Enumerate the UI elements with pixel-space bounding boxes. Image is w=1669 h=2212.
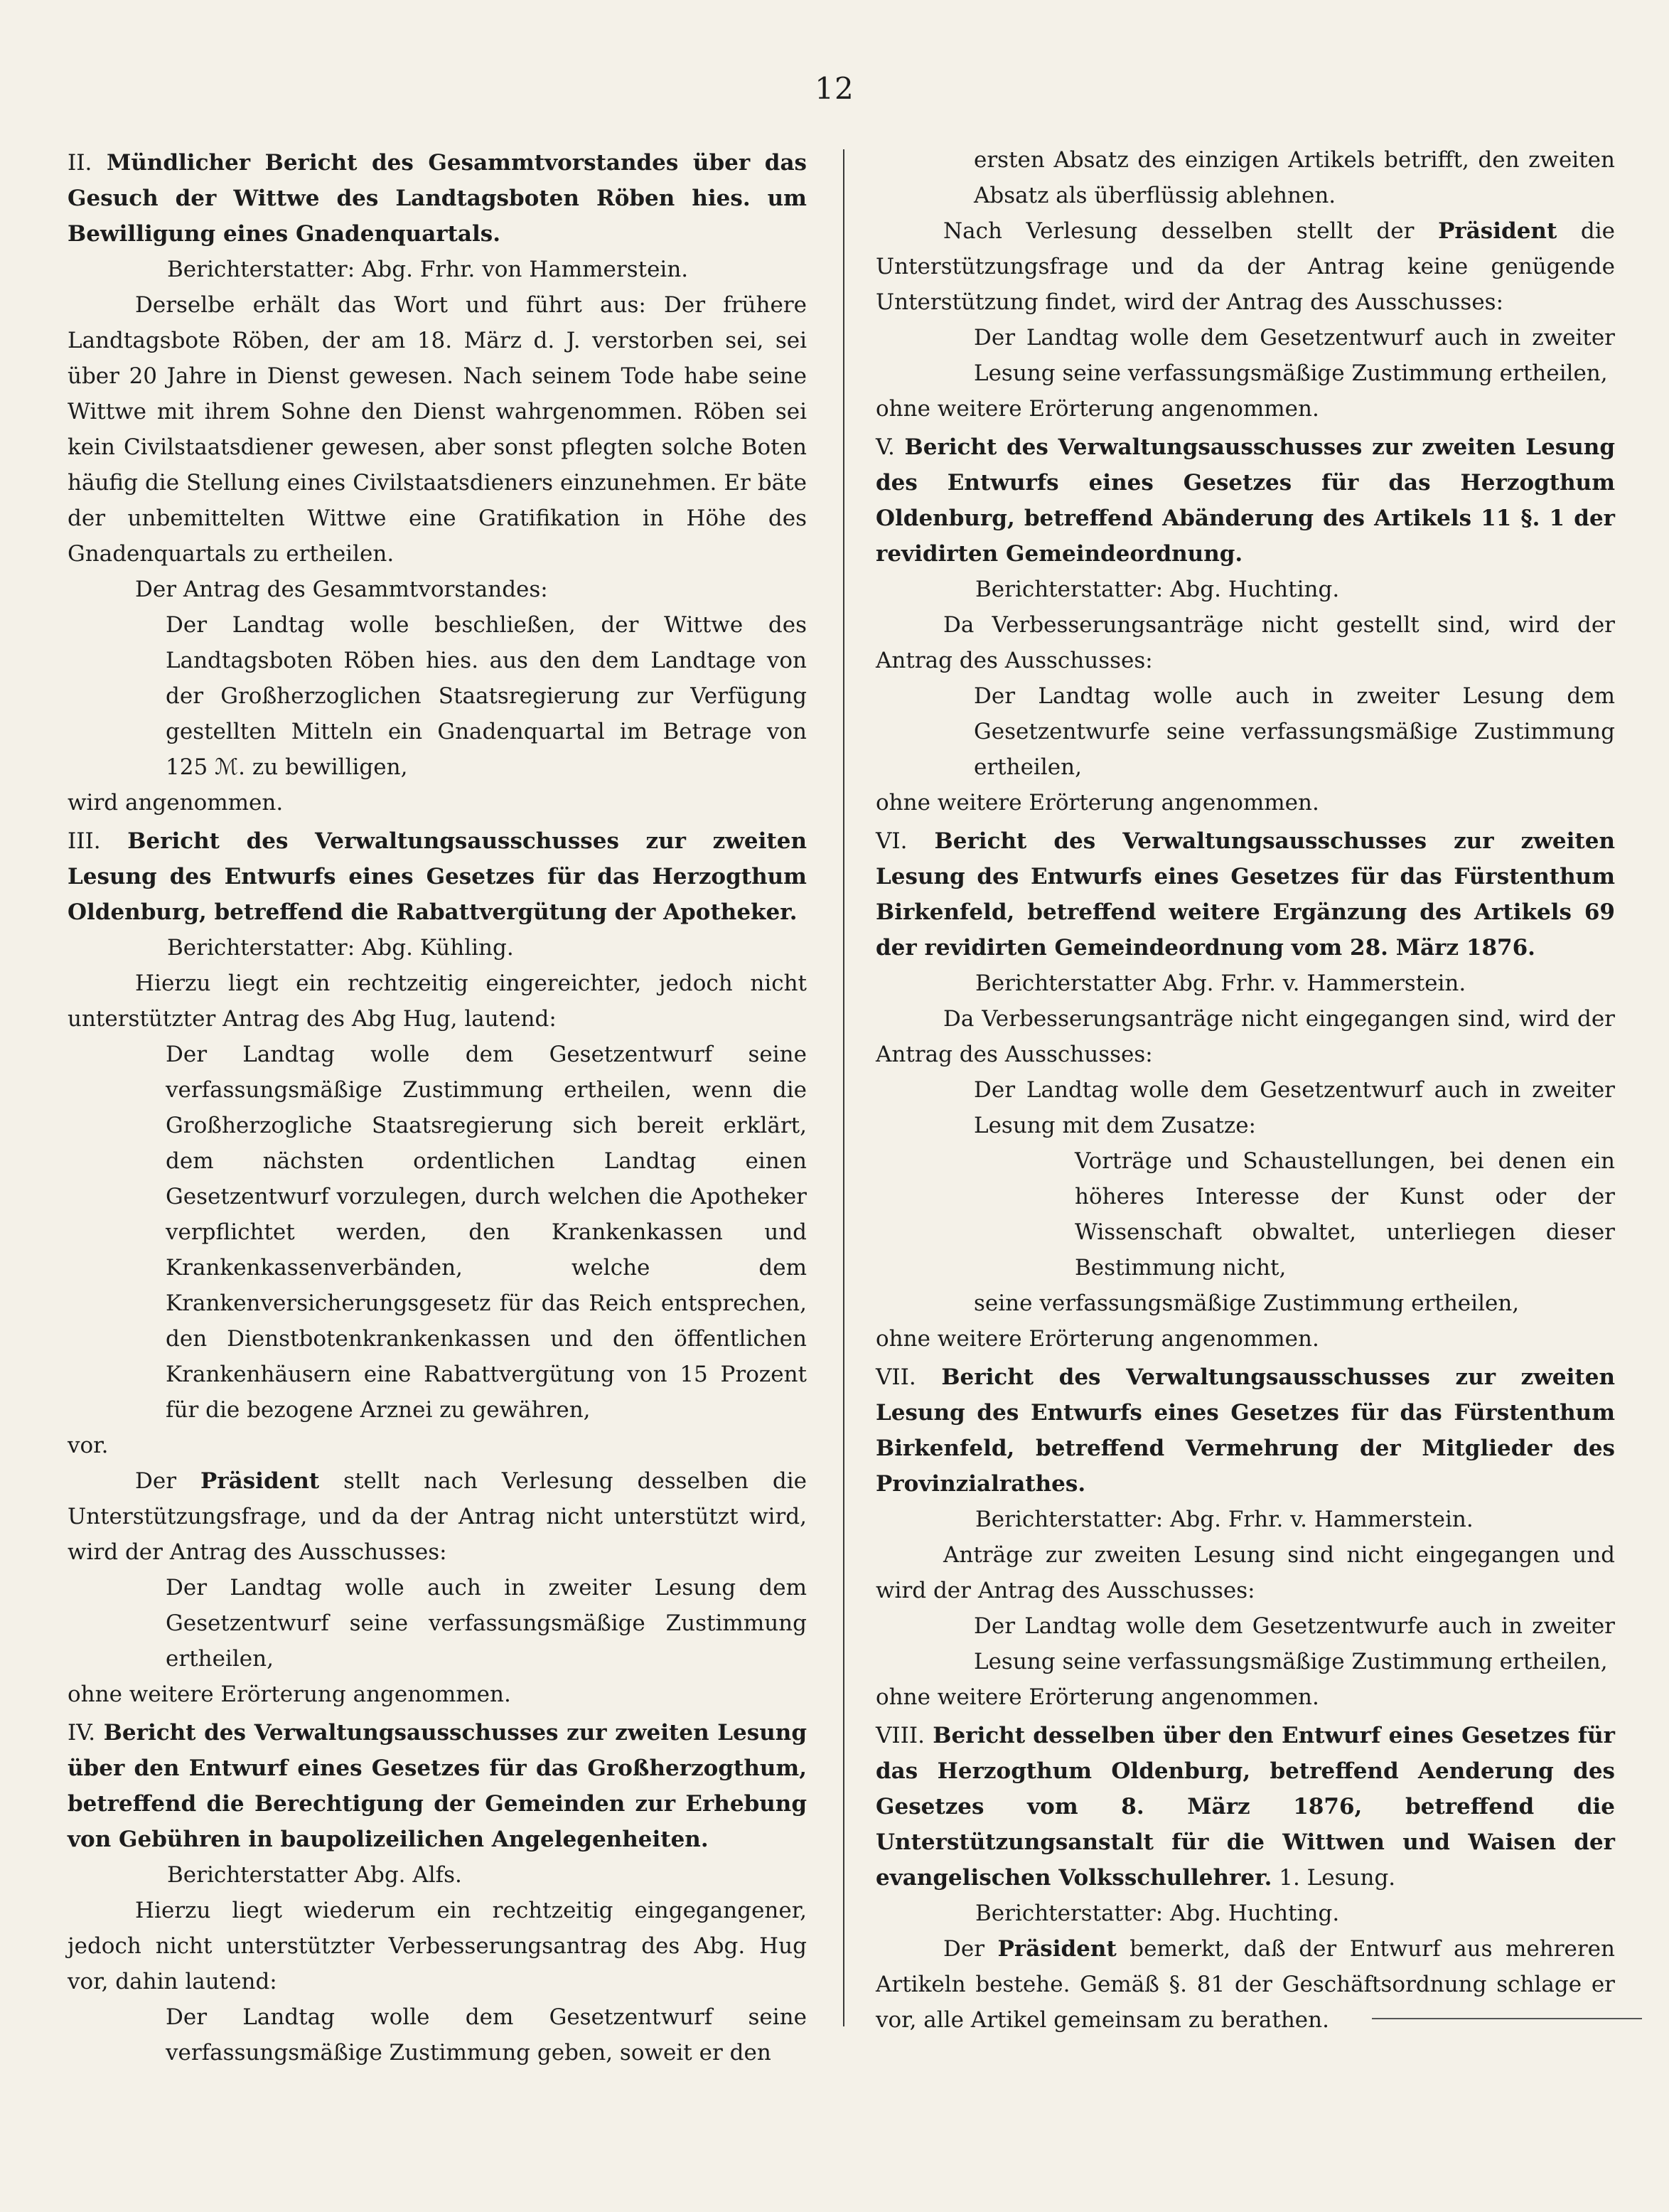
section-4-paragraph-1: Hierzu liegt wiederum ein rechtzeitig eingegangener, jedoch nicht unterstützter Verbesserungsantrag des Abg. Hug vor, dahin lautend: bbox=[68, 1898, 807, 1994]
section-6-number: VI. bbox=[876, 828, 908, 854]
section-4-paragraph-2 bbox=[876, 213, 1615, 320]
left-column bbox=[68, 142, 807, 2071]
text-run: bemerkt, daß der Entwurf aus mehreren Artikeln bestehe. Gemäß §. 81 der Geschäftsordnung schlage er vor, alle Artikel gemeinsam zu berathen. bbox=[876, 1936, 1615, 2033]
section-6-motion-addition: Vorträge und Schaustellungen, bei denen ein höheres Interesse der Kunst oder der Wissenschaft obwaltet, unterliegen dieser Bestimmung nicht, bbox=[1075, 1148, 1615, 1281]
section-2-title: Mündlicher Bericht des Gesammtvorstandes über das Gesuch der Wittwe des Landtagsboten Röben hies. um Bewilligung eines Gnadenquartals. bbox=[68, 150, 807, 247]
section-3-title: Bericht des Verwaltungsausschusses zur zweiten Lesung des Entwurfs eines Gesetzes für das Herzogthum Oldenburg, betreffend die Rabattvergütung der Apotheker. bbox=[68, 828, 807, 925]
text-run: Nach Verlesung desselben stellt der bbox=[943, 218, 1439, 244]
section-7-title: Bericht des Verwaltungsausschusses zur zweiten Lesung des Entwurfs eines Gesetzes für das Fürstenthum Birkenfeld, betreffend Vermehrung der Mitglieder des Provinzialrathes. bbox=[876, 1364, 1615, 1497]
section-6-motion: Der Landtag wolle dem Gesetzentwurf auch in zweiter Lesung mit dem Zusatze: bbox=[974, 1077, 1615, 1138]
section-3-result: ohne weitere Erörterung angenommen. bbox=[68, 1682, 511, 1707]
section-8-number: VIII. bbox=[876, 1723, 925, 1748]
president-label: Präsident bbox=[200, 1468, 320, 1494]
section-2-reporter: Berichterstatter: Abg. Frhr. von Hammerstein. bbox=[167, 257, 689, 282]
section-6-result: ohne weitere Erörterung angenommen. bbox=[876, 1326, 1319, 1352]
section-8-reporter: Berichterstatter: Abg. Huchting. bbox=[975, 1901, 1340, 1926]
section-3-reporter: Berichterstatter: Abg. Kühling. bbox=[167, 935, 514, 961]
section-4-motion-continued: ersten Absatz des einzigen Artikels betrifft, den zweiten Absatz als überflüssig ablehnen. bbox=[974, 147, 1615, 208]
section-5-title: Bericht des Verwaltungsausschusses zur zweiten Lesung des Entwurfs eines Gesetzes für das Herzogthum Oldenburg, betreffend Abänderung des Artikels 11 §. 1 der revidirten Gemeindeordnung. bbox=[876, 434, 1615, 567]
section-6-reporter: Berichterstatter Abg. Frhr. v. Hammerstein. bbox=[975, 971, 1466, 996]
section-4-result: ohne weitere Erörterung angenommen. bbox=[876, 396, 1319, 422]
section-7-heading bbox=[876, 1359, 1615, 1502]
section-2-heading bbox=[68, 145, 807, 252]
section-3-motion: Der Landtag wolle dem Gesetzentwurf seine verfassungsmäßige Zustimmung ertheilen, wenn die Großherzogliche Staatsregierung sich bereit erklärt, dem nächsten ordentlichen Landtag einen Gesetzentwurf vorzulegen, durch welchen die Apotheker verpflichtet werden, den Krankenkassen und Krankenkassenverbänden, welche dem Krankenversicherungsgesetz für das Reich entsprechen, den Dienstbotenkrankenkassen und den öffentlichen Krankenhäusern eine Rabattvergütung von 15 Prozent für die bezogene Arznei zu gewähren, bbox=[166, 1042, 807, 1423]
section-3-vor: vor. bbox=[68, 1433, 109, 1458]
section-2-motion: Der Landtag wolle beschließen, der Wittwe des Landtagsboten Röben hies. aus den dem Landtage von der Großherzoglichen Staatsregierung zur Verfügung gestellten Mitteln ein Gnadenquartal im Betrage von 125 ℳ. zu bewilligen, bbox=[166, 612, 807, 780]
section-2-number: II. bbox=[68, 150, 92, 176]
section-3-heading bbox=[68, 823, 807, 930]
section-7-result: ohne weitere Erörterung angenommen. bbox=[876, 1684, 1319, 1710]
column-divider bbox=[843, 149, 844, 2026]
section-6-heading bbox=[876, 823, 1615, 966]
section-5-number: V. bbox=[876, 434, 895, 460]
section-5-paragraph-1: Da Verbesserungsanträge nicht gestellt sind, wird der Antrag des Ausschusses: bbox=[876, 612, 1615, 673]
section-8-title: Bericht desselben über den Entwurf eines Gesetzes für das Herzogthum Oldenburg, betreffend Aenderung des Gesetzes vom 8. März 1876, betreffend die Unterstützungsanstalt für die Wittwen und Waisen der evangelischen Volksschullehrer. bbox=[876, 1723, 1615, 1891]
section-2-result: wird angenommen. bbox=[68, 790, 284, 816]
page-number: 12 bbox=[815, 71, 854, 106]
section-7-reporter: Berichterstatter: Abg. Frhr. v. Hammerstein. bbox=[975, 1507, 1474, 1532]
text-run: die Unterstützungsfrage und da der Antrag keine genügende Unterstützung findet, wird der Antrag des Ausschusses: bbox=[876, 218, 1615, 315]
section-4-motion-2: Der Landtag wolle dem Gesetzentwurf auch in zweiter Lesung seine verfassungsmäßige Zustimmung ertheilen, bbox=[974, 325, 1615, 386]
section-3-paragraph-2 bbox=[68, 1463, 807, 1570]
president-label: Präsident bbox=[1438, 218, 1557, 244]
footer-rule bbox=[1372, 2018, 1642, 2019]
section-2-paragraph-1: Derselbe erhält das Wort und führt aus: Der frühere Landtagsbote Röben, der am 18. März d. J. verstorben sei, sei über 20 Jahre in Dienst gewesen. Nach seinem Tode habe seine Wittwe mit ihrem Sohne den Dienst wahrgenommen. Röben sei kein Civilstaatsdiener gewesen, aber sonst pflegten solche Boten häufig die Stellung eines Civilstaatsdieners einzunehmen. Er bäte der unbemittelten Wittwe eine Gratifikation in Höhe des Gnadenquartals zu ertheilen. bbox=[68, 292, 807, 567]
section-4-number: IV. bbox=[68, 1720, 96, 1746]
section-5-heading bbox=[876, 429, 1615, 572]
president-label: Präsident bbox=[997, 1936, 1117, 1962]
section-5-reporter: Berichterstatter: Abg. Huchting. bbox=[975, 577, 1340, 602]
section-5-result: ohne weitere Erörterung angenommen. bbox=[876, 790, 1319, 816]
section-4-heading bbox=[68, 1715, 807, 1857]
section-3-number: III. bbox=[68, 828, 101, 854]
text-run: stellt nach Verlesung desselben die Unterstützungsfrage, und da der Antrag nicht unterstützt wird, wird der Antrag des Ausschusses: bbox=[68, 1468, 807, 1565]
section-7-motion: Der Landtag wolle dem Gesetzentwurfe auch in zweiter Lesung seine verfassungsmäßige Zustimmung ertheilen, bbox=[974, 1613, 1615, 1674]
section-8-heading bbox=[876, 1718, 1615, 1896]
section-4-motion: Der Landtag wolle dem Gesetzentwurf seine verfassungsmäßige Zustimmung geben, soweit er den bbox=[166, 2004, 807, 2066]
section-8-reading: 1. Lesung. bbox=[1272, 1865, 1396, 1891]
section-5-motion: Der Landtag wolle auch in zweiter Lesung dem Gesetzentwurfe seine verfassungsmäßige Zustimmung ertheilen, bbox=[974, 683, 1615, 780]
section-3-paragraph-1: Hierzu liegt ein rechtzeitig eingereichter, jedoch nicht unterstützter Antrag des Abg Hug, lautend: bbox=[68, 971, 807, 1032]
section-7-number: VII. bbox=[876, 1364, 916, 1390]
text-run: Der bbox=[943, 1936, 998, 1962]
section-7-paragraph-1: Anträge zur zweiten Lesung sind nicht eingegangen und wird der Antrag des Ausschusses: bbox=[876, 1542, 1615, 1603]
text-run: Der bbox=[135, 1468, 200, 1494]
section-3-motion-2: Der Landtag wolle auch in zweiter Lesung dem Gesetzentwurf seine verfassungsmäßige Zustimmung ertheilen, bbox=[166, 1575, 807, 1672]
section-2-paragraph-2: Der Antrag des Gesammtvorstandes: bbox=[135, 577, 548, 602]
section-6-motion-end: seine verfassungsmäßige Zustimmung ertheilen, bbox=[974, 1291, 1520, 1316]
section-6-paragraph-1: Da Verbesserungsanträge nicht eingegangen sind, wird der Antrag des Ausschusses: bbox=[876, 1006, 1615, 1067]
section-6-title: Bericht des Verwaltungsausschusses zur zweiten Lesung des Entwurfs eines Gesetzes für das Fürstenthum Birkenfeld, betreffend weitere Ergänzung des Artikels 69 der revidirten Gemeindeordnung vom 28. März 1876. bbox=[876, 828, 1615, 961]
section-8-paragraph-1 bbox=[876, 1931, 1615, 2038]
right-column bbox=[876, 142, 1615, 2038]
section-4-reporter: Berichterstatter Abg. Alfs. bbox=[167, 1862, 462, 1888]
section-4-title: Bericht des Verwaltungsausschusses zur zweiten Lesung über den Entwurf eines Gesetzes für das Großherzogthum, betreffend die Berechtigung der Gemeinden zur Erhebung von Gebühren in baupolizeilichen Angelegenheiten. bbox=[68, 1720, 807, 1852]
